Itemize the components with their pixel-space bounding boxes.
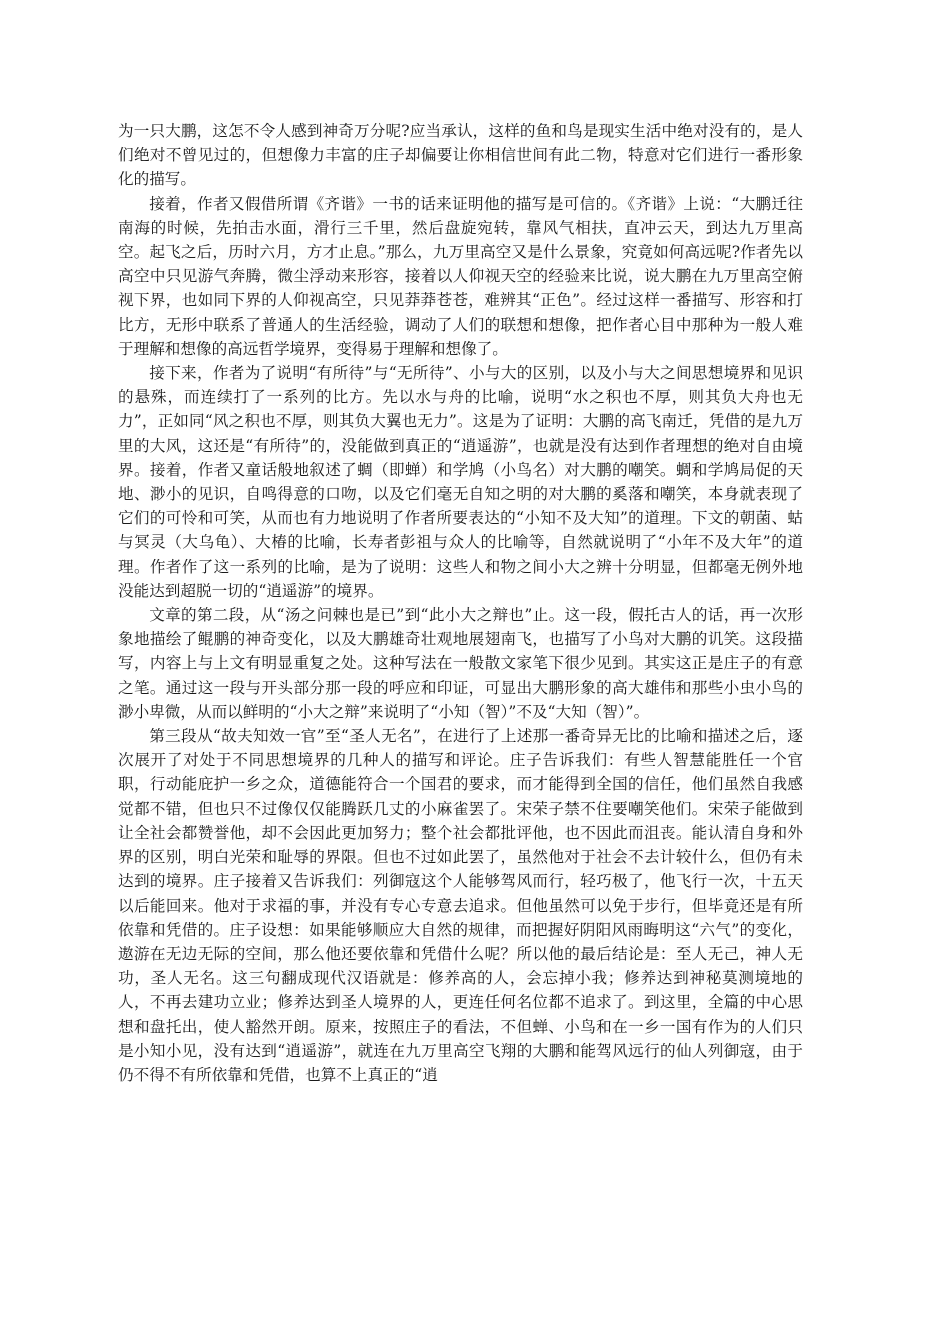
paragraph-5: 第三段从“故夫知效一官”至“圣人无名”，在进行了上述那一番奇异无比的比喻和描述之后，逐次展开了对处于不同思想境界的几种人的描写和评论。庄子告诉我们：有些人智慧能胜任一个官职，行动能庇护一乡之众，道德能符合一个国君的要求，而才能得到全国的信任，他们虽然自我感觉都不错，但也只不过像仅仅能腾跃几丈的小麻雀罢了。宋荣子禁不住要嘲笑他们。宋荣子能做到让全社会都赞誉他，却不会因此更加努力；整个社会都批评他，也不因此而沮丧。能认清自身和外界的区别，明白光荣和耻辱的界限。但也不过如此罢了，虽然他对于社会不去计较什么，但仍有未达到的境界。庄子接着又告诉我们：列御寇这个人能够驾风而行，轻巧极了，他飞行一次，十五天以后能回来。他对于求福的事，并没有专心专意去追求。但他虽然可以免于步行，但毕竟还是有所依靠和凭借的。庄子设想：如果能够顺应大自然的规律，而把握好阴阳风雨晦明这“六气”的变化，遨游在无边无际的空间，那么他还要依靠和凭借什么呢？所以他的最后结论是：至人无己，神人无功，圣人无名。这三句翻成现代汉语就是：修养高的人，会忘掉小我；修养达到神秘莫测境地的人，不再去建功立业；修养达到圣人境界的人，更连任何名位都不追求了。到这里，全篇的中心思想和盘托出，使人豁然开朗。原来，按照庄子的看法，不但蝉、小鸟和在一乡一国有作为的人们只是小知小见，没有达到“逍遥游”，就连在九万里高空飞翔的大鹏和能驾风远行的仙人列御寇，由于仍不得不有所依靠和凭借，也算不上真正的“逍: [118, 727, 803, 1084]
paragraph-2: 接着，作者又假借所谓《齐谐》一书的话来证明他的描写是可信的。《齐谐》上说：“大鹏迁往南海的时候，先拍击水面，滑行三千里，然后盘旋宛转，靠风气相扶，直冲云天，到达九万里高空。起飞之后，历时六月，方才止息。”那么，九万里高空又是什么景象，究竟如何高远呢?作者先以高空中只见游气奔腾，微尘浮动来形容，接着以人仰视天空的经验来比说，说大鹏在九万里高空俯视下界，也如同下界的人仰视高空，只见莽莽苍苍，难辨其“正色”。经过这样一番描写、形容和打比方，无形中联系了普通人的生活经验，调动了人们的联想和想像，把作者心目中那种为一般人难于理解和想像的高远哲学境界，变得易于理解和想像了。: [118, 194, 803, 358]
paragraph-3: 接下来，作者为了说明“有所待”与“无所待”、小与大的区别，以及小与大之间思想境界和见识的悬殊，而连续打了一系列的比方。先以水与舟的比喻，说明“水之积也不厚，则其负大舟也无力”，正如同“风之积也不厚，则其负大翼也无力”。这是为了证明：大鹏的高飞南迁，凭借的是九万里的大风，这还是“有所待”的，没能做到真正的“逍遥游”，也就是没有达到作者理想的绝对自由境界。接着，作者又童话般地叙述了蜩（即蝉）和学鸠（小鸟名）对大鹏的嘲笑。蜩和学鸠局促的天地、渺小的见识，自鸣得意的口吻，以及它们毫无自知之明的对大鹏的奚落和嘲笑，本身就表现了它们的可怜和可笑，从而也有力地说明了作者所要表达的“小知不及大知”的道理。下文的朝菌、蛄与冥灵（大乌龟）、大椿的比喻，长寿者彭祖与众人的比喻等，自然就说明了“小年不及大年”的道理。作者作了这一系列的比喻，是为了说明：这些人和物之间小大之辨十分明显，但都毫无例外地没能达到超脱一切的“逍遥游”的境界。: [118, 364, 803, 600]
paragraph-4: 文章的第二段，从“汤之问棘也是已”到“此小大之辩也”止。这一段，假托古人的话，再一次形象地描绘了鲲鹏的神奇变化，以及大鹏雄奇壮观地展翅南飞，也描写了小鸟对大鹏的讥笑。这段描写，内容上与上文有明显重复之处。这种写法在一般散文家笔下很少见到。其实这正是庄子的有意之笔。通过这一段与开头部分那一段的呼应和印证，可显出大鹏形象的高大雄伟和那些小虫小鸟的渺小卑微，从而以鲜明的“小大之辩”来说明了“小知（智）”不及“大知（智）”。: [118, 606, 803, 721]
body-text: [118, 119, 803, 1087]
paragraph-1: 为一只大鹏，这怎不令人感到神奇万分呢?应当承认，这样的鱼和鸟是现实生活中绝对没有的，是人们绝对不曾见过的，但想像力丰富的庄子却偏要让你相信世间有此二物，特意对它们进行一番形象化的描写。: [118, 122, 803, 189]
